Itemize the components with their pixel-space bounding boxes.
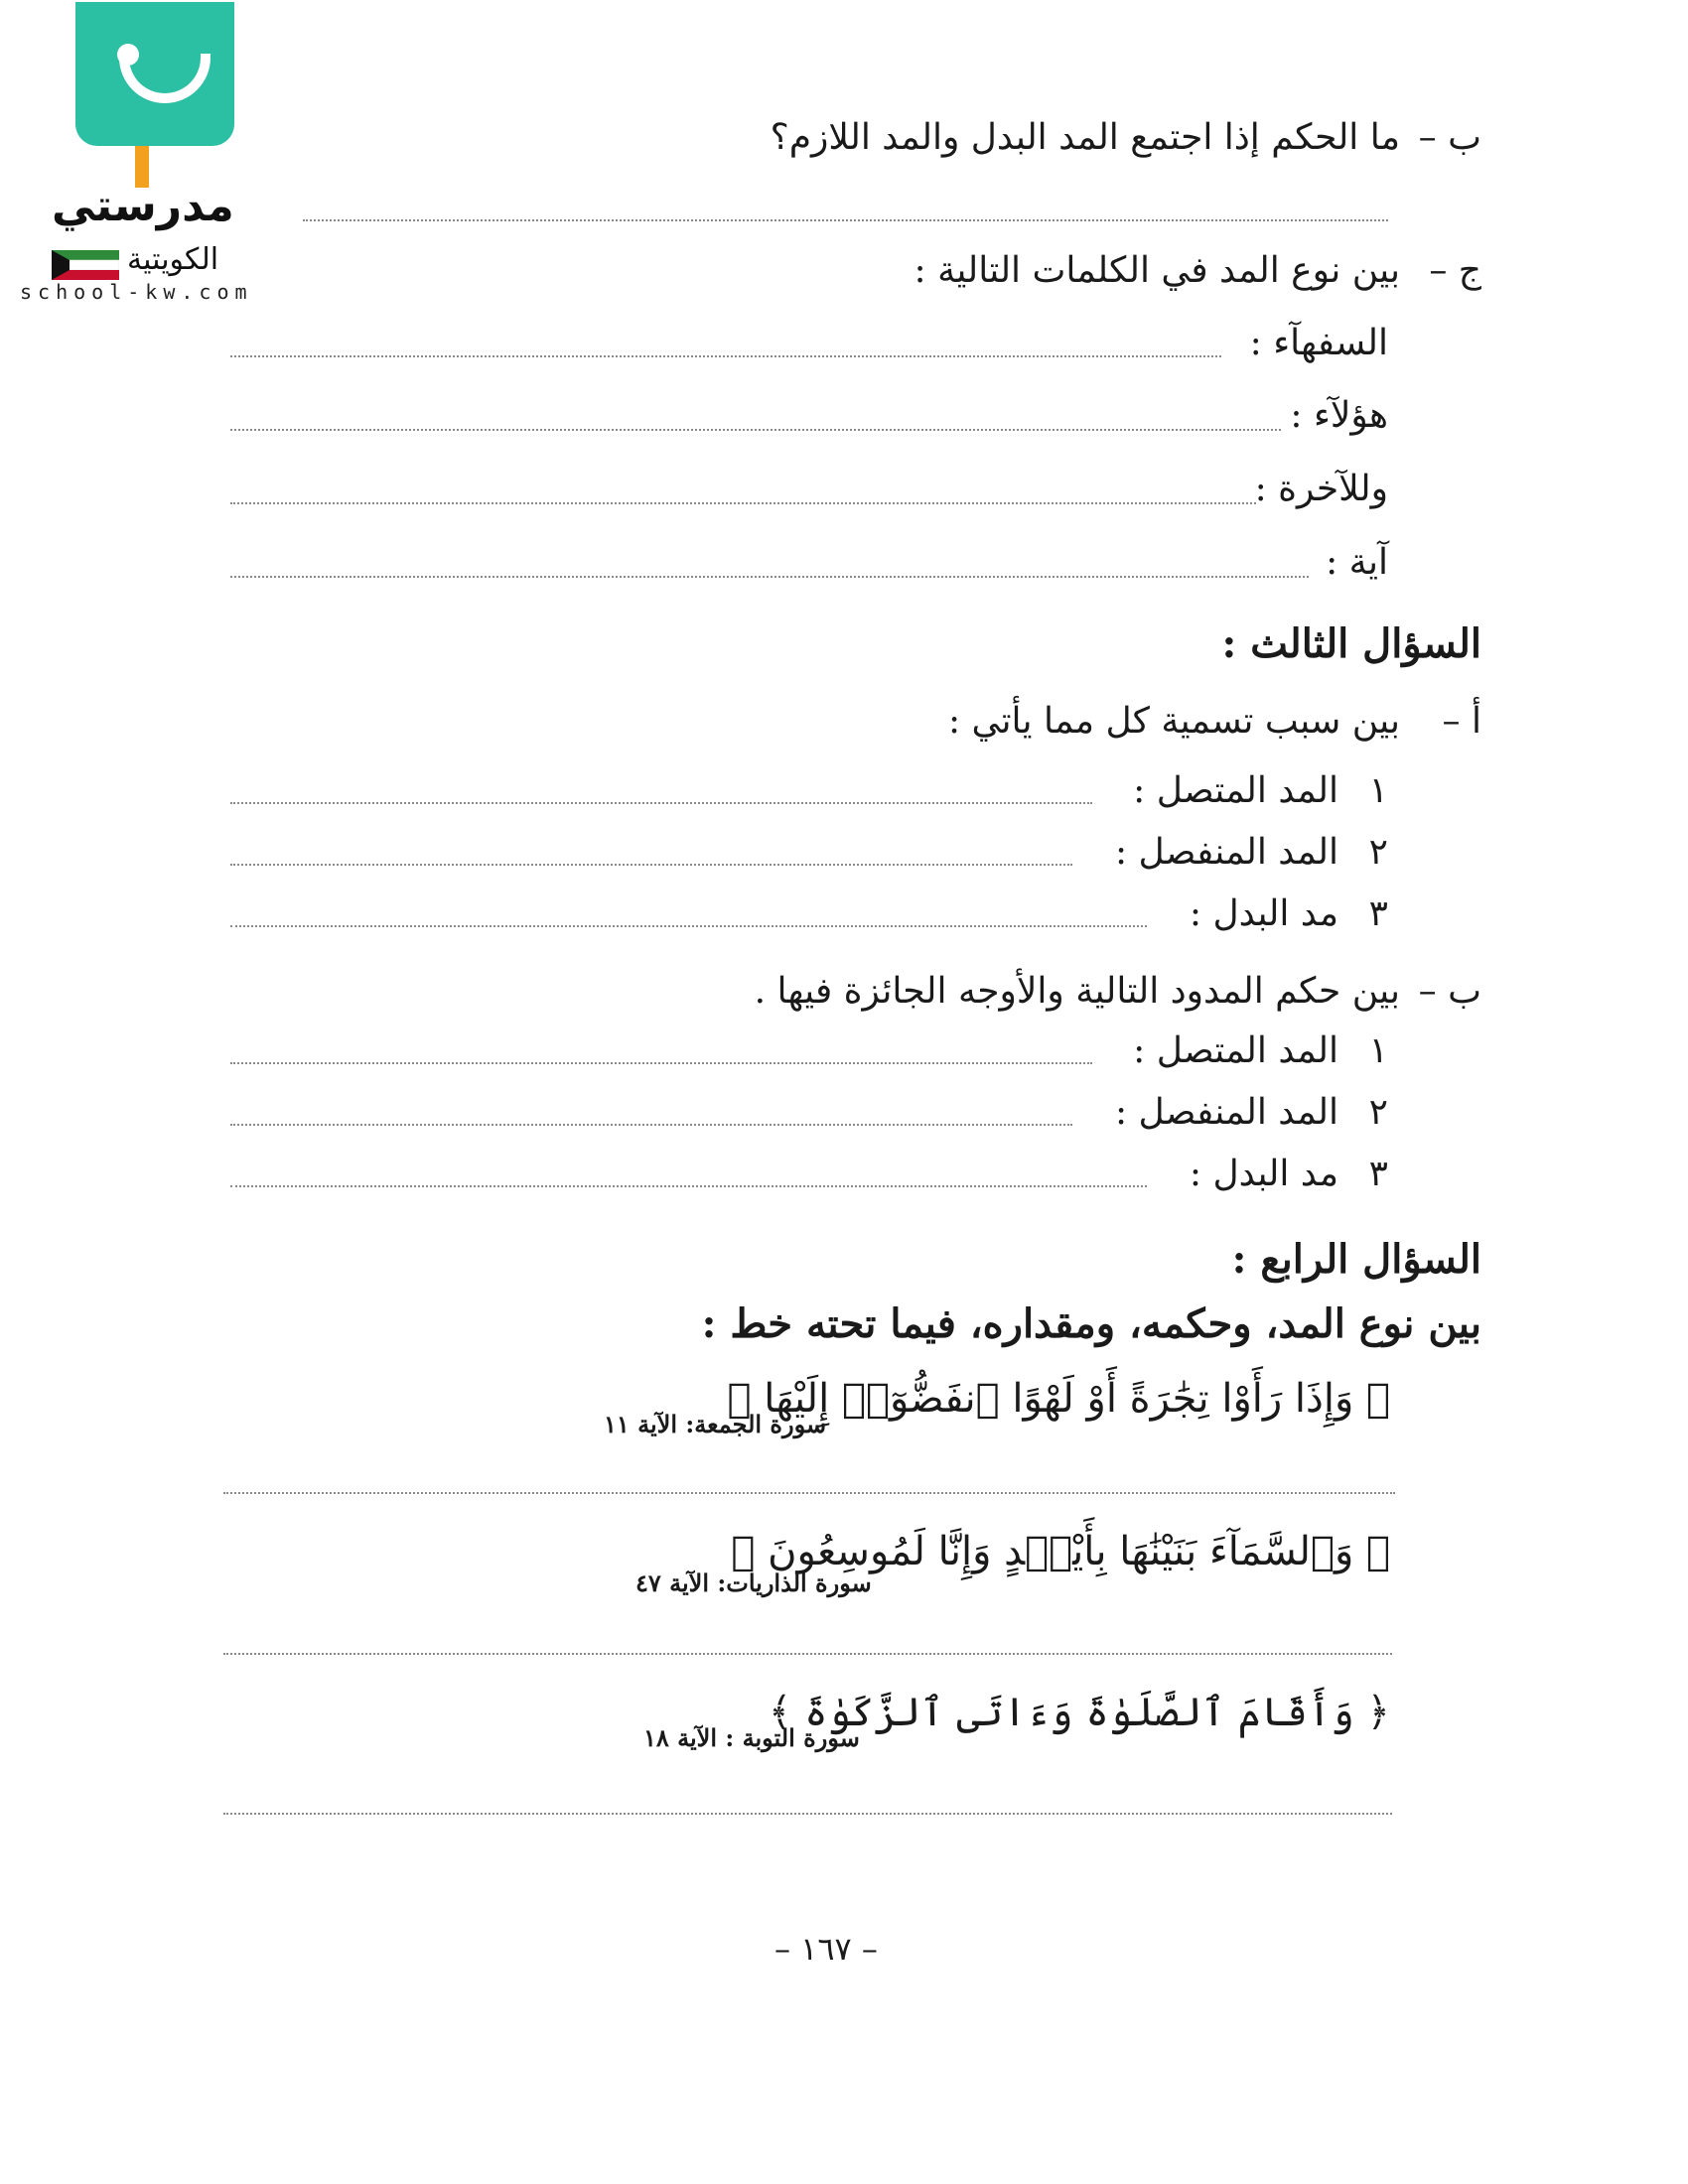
q3-b-item-3-text: مد البدل : [1189, 1154, 1338, 1194]
answer-line[interactable] [230, 1124, 1072, 1126]
q3-a-item-2-text: المد المنفصل : [1114, 832, 1338, 873]
logo-icon [75, 2, 234, 146]
q3-a-item-3-num: ٣ [1368, 893, 1388, 934]
answer-line[interactable] [223, 1492, 1395, 1494]
logo-url: school-kw.com [20, 280, 253, 304]
q3-a-item-2-num: ٢ [1368, 832, 1388, 873]
answer-line[interactable] [303, 219, 1388, 221]
logo-subtitle: الكويتية [127, 242, 219, 277]
q2-c-word-1: السفهآء : [1249, 323, 1388, 363]
answer-line[interactable] [230, 925, 1147, 927]
verse-1: ﴿ وَإِذَا رَأَوْا تِجَٰرَةً أَوْ لَهْوًا ٱنفَضُّوٓا۟ إِلَيْهَا ﴾ [727, 1376, 1390, 1422]
answer-line[interactable] [230, 864, 1072, 866]
q2-c-label: ج – [1429, 250, 1481, 291]
q3-b-label: ب – [1418, 971, 1481, 1012]
q3-b-item-1-num: ١ [1368, 1030, 1388, 1071]
q4-instruction: بين نوع المد، وحكمه، ومقداره، فيما تحته خط : [701, 1300, 1481, 1347]
q2-c-word-2: هؤلآء : [1290, 395, 1388, 436]
q3-a-question: بين سبب تسمية كل مما يأتي : [947, 701, 1400, 742]
q3-b-item-3-num: ٣ [1368, 1154, 1388, 1194]
q3-a-item-3-text: مد البدل : [1189, 893, 1338, 934]
q3-b-question: بين حكم المدود التالية والأوجه الجائزة فيها . [754, 971, 1400, 1012]
verse-2: ﴿ وَٱلسَّمَآءَ بَنَيْنَٰهَا بِأَيْي۟دٍ وَإِنَّا لَمُوسِعُونَ ﴾ [731, 1529, 1390, 1574]
answer-line[interactable] [230, 802, 1092, 804]
page-number: – ١٦٧ – [774, 1930, 878, 1968]
q2-c-word-3: وللآخرة : [1254, 469, 1388, 509]
q3-b-item-2-text: المد المنفصل : [1114, 1092, 1338, 1133]
answer-line[interactable] [223, 1653, 1392, 1655]
answer-line[interactable] [230, 1062, 1092, 1064]
q3-a-item-1-text: المد المتصل : [1133, 770, 1338, 811]
q2-b-question: ما الحكم إذا اجتمع المد البدل والمد اللازم؟ [770, 117, 1400, 158]
q4-title: السؤال الرابع : [1231, 1236, 1481, 1283]
q3-a-item-1-num: ١ [1368, 770, 1388, 811]
verse-2-ref: سورة الذاريات: الآية ٤٧ [635, 1569, 872, 1597]
q2-c-question: بين نوع المد في الكلمات التالية : [914, 250, 1400, 291]
logo-smile-icon [119, 54, 211, 103]
answer-line[interactable] [230, 1185, 1147, 1187]
q3-b-item-2-num: ٢ [1368, 1092, 1388, 1133]
verse-3: ﴿ وَأَقَامَ ٱلصَّلَوٰةَ وَءَاتَى ٱلزَّكَوٰةَ ﴾ [768, 1690, 1390, 1735]
answer-line[interactable] [230, 429, 1281, 431]
q3-title: السؤال الثالث : [1221, 620, 1481, 667]
verse-1-ref: سورة الجمعة: الآية ١١ [604, 1410, 827, 1438]
answer-line[interactable] [230, 502, 1256, 504]
q3-a-label: أ – [1442, 701, 1481, 742]
q3-b-item-1-text: المد المتصل : [1133, 1030, 1338, 1071]
verse-3-ref: سورة التوبة : الآية ١٨ [643, 1723, 860, 1752]
logo-name: مدرستي [52, 181, 234, 231]
kuwait-flag-icon [52, 250, 119, 280]
answer-line[interactable] [230, 576, 1309, 578]
q2-b-label: ب – [1418, 117, 1481, 158]
answer-line[interactable] [230, 355, 1221, 357]
q2-c-word-4: آية : [1326, 542, 1388, 583]
answer-line[interactable] [223, 1813, 1392, 1815]
